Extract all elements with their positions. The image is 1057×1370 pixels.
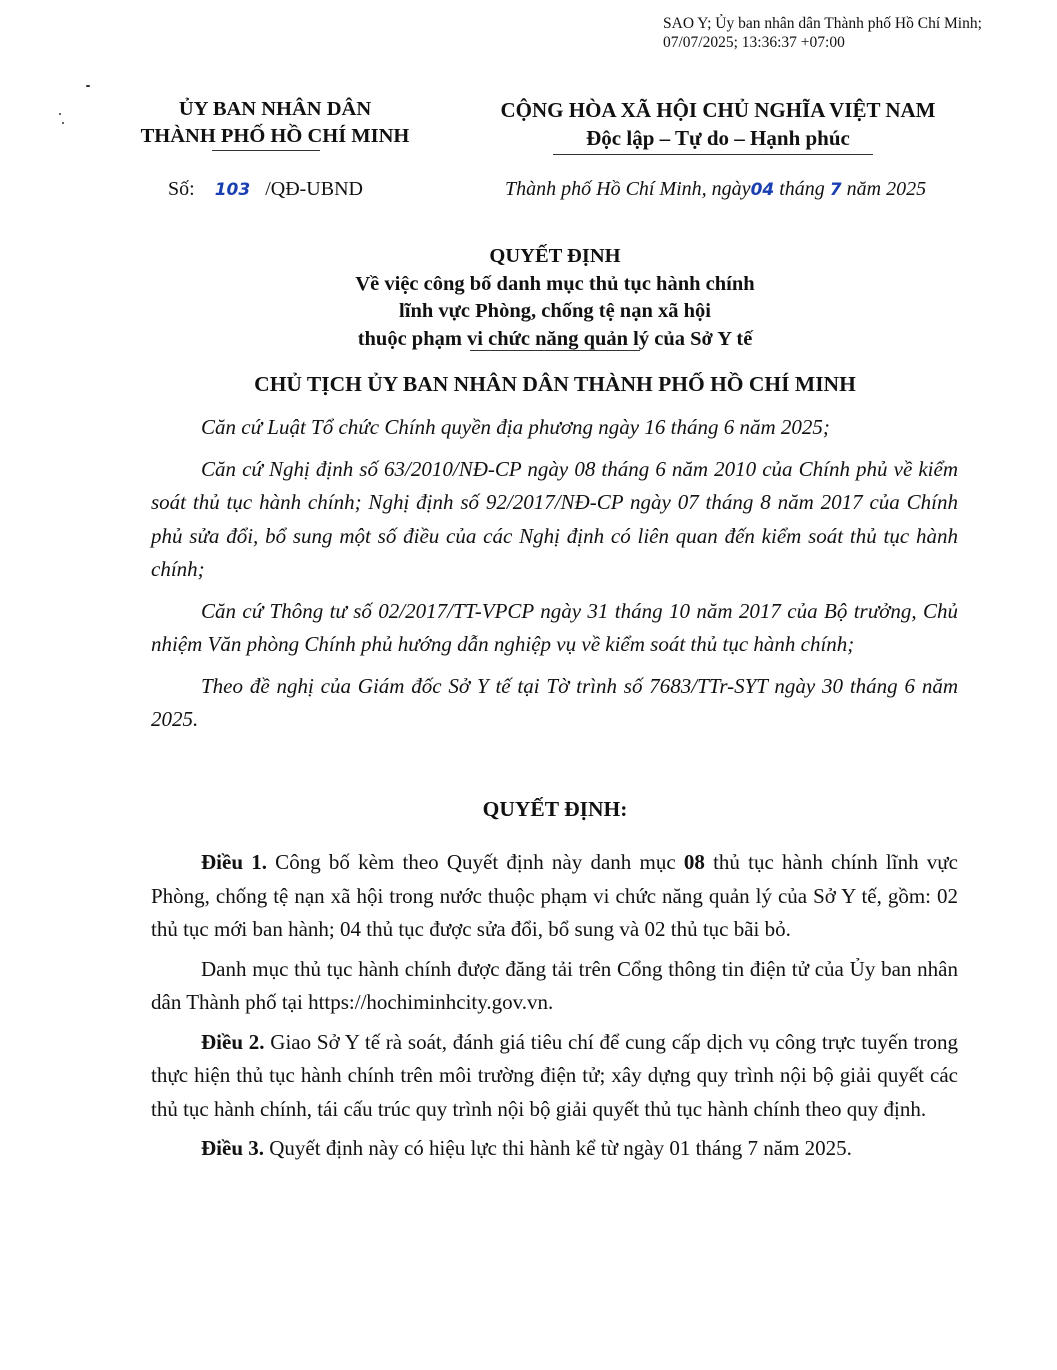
- national-title-line1: CỘNG HÒA XÃ HỘI CHỦ NGHĨA VIỆT NAM: [500, 98, 936, 122]
- title-underline: [470, 350, 640, 351]
- basis-item: Căn cứ Thông tư số 02/2017/TT-VPCP ngày 31 tháng 10 năm 2017 của Bộ trưởng, Chủ nhiệm Văn phòng Chính phủ hướng dẫn nghiệp vụ về kiểm soát thủ tục hành chính;: [151, 598, 958, 656]
- basis-item: Căn cứ Luật Tổ chức Chính quyền địa phương ngày 16 tháng 6 năm 2025;: [201, 415, 830, 439]
- article-1-label: Điều 1.: [201, 850, 267, 874]
- issuing-agency: [110, 96, 440, 150]
- number-prefix: Số:: [168, 178, 195, 200]
- handwritten-month: 7: [829, 180, 842, 200]
- article-2-label: Điều 2.: [201, 1029, 265, 1054]
- motto-underline: [553, 154, 873, 155]
- articles: [151, 846, 958, 1166]
- date-part2: tháng: [779, 178, 825, 200]
- issuing-authority: CHỦ TỊCH ỦY BAN NHÂN DÂN THÀNH PHỐ HỒ CHÍ MINH: [254, 372, 856, 396]
- agency-underline: [212, 150, 320, 151]
- handwritten-number: 103: [214, 180, 251, 200]
- copy-stamp-line1: SAO Y; Ủy ban nhân dân Thành phố Hồ Chí Minh;: [663, 15, 982, 32]
- date-part1: Thành phố Hồ Chí Minh, ngày: [505, 178, 751, 200]
- basis-item: Căn cứ Nghị định số 63/2010/NĐ-CP ngày 08 tháng 6 năm 2010 của Chính phủ về kiểm soát thủ tục hành chính; Nghị định số 92/2017/NĐ-CP ngày 07 tháng 8 năm 2017 của Chính phủ sửa đổi, bổ sung một số điều của các Nghị định có liên quan đến kiểm soát thủ tục hành chính;: [151, 456, 958, 581]
- copy-stamp: [663, 14, 1048, 52]
- scan-speck: [62, 122, 64, 124]
- date-part3: năm 2025: [846, 178, 927, 200]
- article-3-text: Quyết định này có hiệu lực thi hành kể từ ngày 01 tháng 7 năm 2025.: [264, 1136, 852, 1160]
- article-1: [151, 846, 958, 947]
- handwritten-day: 04: [750, 180, 775, 200]
- article-1-text-cont: thủ tục hành chính lĩnh vực Phòng, chống tệ nạn xã hội trong nước thuộc phạm vi chức năng quản lý của Sở Y tế, gồm: 02 thủ tục mới ban hành; 04 thủ tục được sửa đổi, bổ sung và 02 thủ tục bãi bỏ.: [151, 850, 958, 941]
- document-number: [168, 178, 363, 201]
- national-title: [458, 96, 978, 152]
- decision-heading: QUYẾT ĐỊNH:: [482, 797, 628, 821]
- article-2: [151, 1026, 958, 1127]
- agency-line2: THÀNH PHỐ HỒ CHÍ MINH: [140, 125, 410, 147]
- number-suffix: /QĐ-UBND: [265, 178, 363, 200]
- article-1-extra: Danh mục thủ tục hành chính được đăng tải trên Cổng thông tin điện tử của Ủy ban nhân dân Thành phố tại https://hochiminhcity.gov.vn.: [151, 956, 958, 1014]
- copy-stamp-line2: 07/07/2025; 13:36:37 +07:00: [663, 34, 845, 51]
- legal-basis: [151, 411, 958, 737]
- title-line4: thuộc phạm vi chức năng quản lý của Sở Y tế: [357, 327, 753, 350]
- title-line1: QUYẾT ĐỊNH: [489, 245, 621, 267]
- article-2-text: Giao Sở Y tế rà soát, đánh giá tiêu chí để cung cấp dịch vụ công trực tuyến trong thực hiện thủ tục hành chính trên môi trường điện tử; xây dựng quy trình nội bộ giải quyết các thủ tục hành chính, tái cấu trúc quy trình nội bộ giải quyết thủ tục hành chính theo quy định.: [151, 1029, 958, 1121]
- article-3-label: Điều 3.: [201, 1136, 264, 1160]
- article-3: [151, 1132, 958, 1166]
- article-1-count: 08: [683, 850, 705, 874]
- issue-date: [505, 178, 926, 201]
- scan-speck: [86, 85, 90, 87]
- title-line3: lĩnh vực Phòng, chống tệ nạn xã hội: [399, 300, 711, 322]
- title-line2: Về việc công bố danh mục thủ tục hành chính: [355, 272, 755, 295]
- article-1-text: Công bố kèm theo Quyết định này danh mục: [266, 850, 684, 874]
- scan-speck: [59, 113, 61, 115]
- national-motto: Độc lập – Tự do – Hạnh phúc: [586, 126, 850, 150]
- agency-line1: ỦY BAN NHÂN DÂN: [178, 98, 372, 120]
- basis-item: Theo đề nghị của Giám đốc Sở Y tế tại Tờ trình số 7683/TTr-SYT ngày 30 tháng 6 năm 2025.: [151, 673, 958, 731]
- document-title: [150, 243, 960, 353]
